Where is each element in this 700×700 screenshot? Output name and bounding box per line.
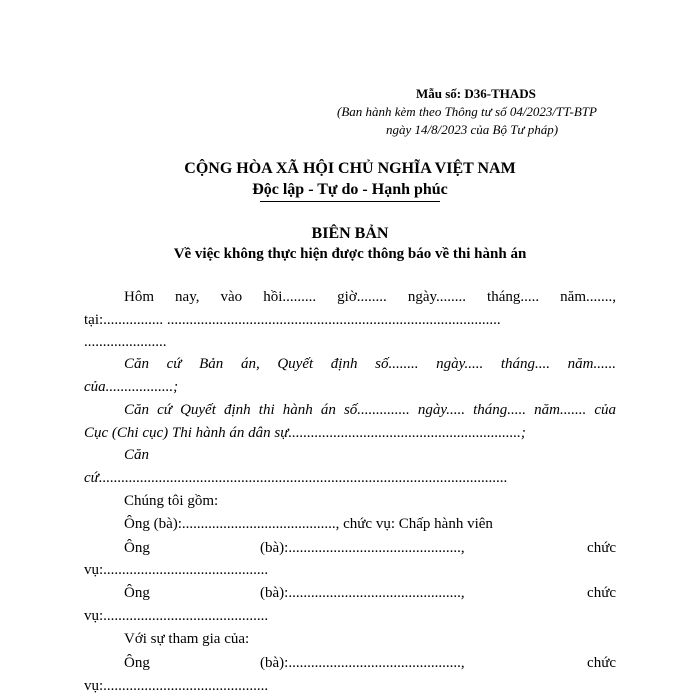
country-name: CỘNG HÒA XÃ HỘI CHỦ NGHĨA VIỆT NAM	[184, 160, 516, 177]
other-basis-cont: cứ.............................................................................................................	[84, 470, 508, 486]
decision-basis-line: Căn cứ Quyết định thi hành án số.............. ngày..... tháng..... năm....... của	[124, 402, 616, 418]
member-3-name: (bà):..............................................,	[260, 585, 465, 601]
member-2-position-label: chức	[587, 540, 616, 556]
judgment-basis-cont: của..................;	[84, 379, 179, 395]
issued-line-1: (Ban hành kèm theo Thông tư số 04/2023/TT-BTP	[337, 104, 597, 119]
place-line: tại:................ .........................................................................................	[84, 312, 501, 328]
member-3-position: vụ:............................................	[84, 608, 269, 624]
member-1-line: Ông (bà):........................................., chức vụ: Chấp hành viên	[124, 516, 493, 532]
place-line-cont: ......................	[84, 334, 167, 350]
member-2-name: (bà):..............................................,	[260, 540, 465, 556]
document-title: BIÊN BẢN	[311, 225, 389, 242]
member-4-label: Ông	[124, 655, 150, 671]
member-3-label: Ông	[124, 585, 150, 601]
document-subtitle: Về việc không thực hiện được thông báo về thi hành án	[173, 246, 527, 262]
form-number: Mẫu số: D36-THADS	[416, 86, 536, 101]
member-4-position-label: chức	[587, 655, 616, 671]
member-2-label: Ông	[124, 540, 150, 556]
member-4-name: (bà):..............................................,	[260, 655, 465, 671]
member-2-position: vụ:............................................	[84, 562, 269, 578]
member-4-position: vụ:............................................	[84, 678, 269, 694]
issued-line-2: ngày 14/8/2023 của Bộ Tư pháp)	[386, 122, 559, 137]
participants-heading: Với sự tham gia của:	[124, 631, 250, 647]
other-basis-line: Căn	[124, 447, 150, 463]
time-place-line: Hôm nay, vào hồi......... giờ........ ngày........ tháng..... năm.......,	[124, 289, 616, 305]
motto: Độc lập - Tự do - Hạnh phúc	[252, 181, 448, 198]
decision-basis-cont: Cục (Chi cục) Thi hành án dân sự..............................................................;	[84, 425, 526, 441]
member-3-position-label: chức	[587, 585, 616, 601]
members-heading: Chúng tôi gồm:	[124, 493, 219, 509]
motto-underline	[260, 201, 440, 202]
judgment-basis-line: Căn cứ Bản án, Quyết định số........ ngày..... tháng.... năm......	[124, 356, 616, 372]
